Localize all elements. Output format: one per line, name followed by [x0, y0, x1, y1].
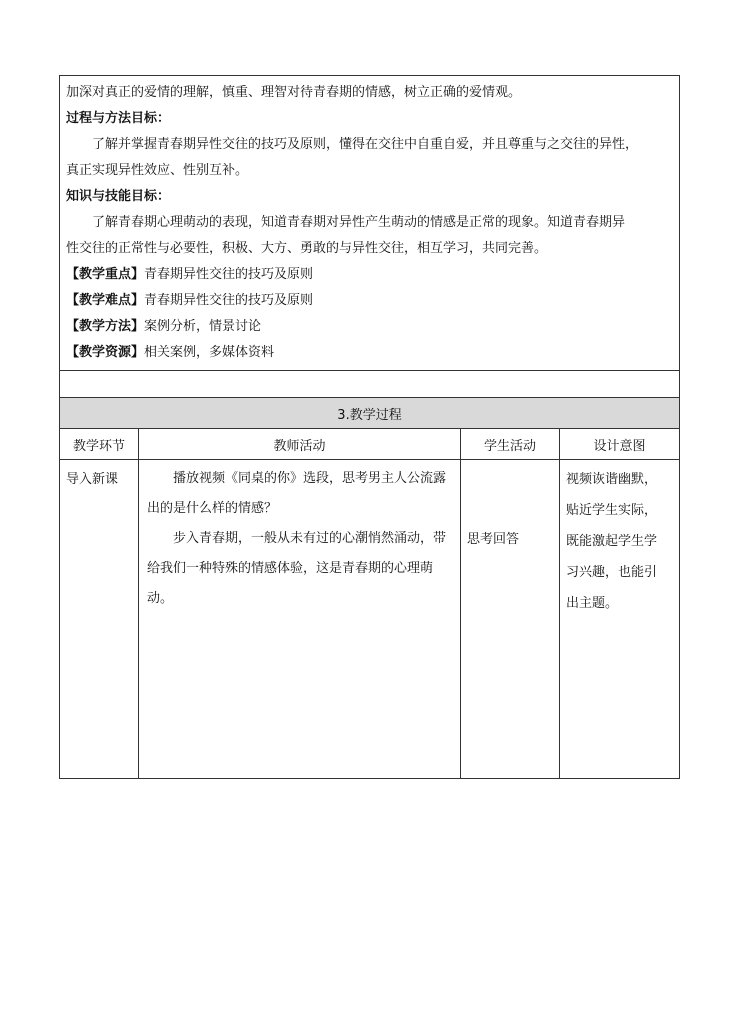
goals-row: [60, 76, 680, 371]
teacher-activity-cell: [139, 460, 461, 779]
student-activity-cell: 思考回答: [461, 460, 560, 779]
key-point-text: 青春期异性交往的技巧及原则: [144, 267, 314, 282]
method-tag: 【教学方法】: [66, 319, 145, 334]
design-line-3: 既能激起学生学: [566, 534, 658, 549]
table-row: [60, 460, 680, 779]
design-line-5: 出主题。: [566, 596, 619, 611]
knowledge-goal-title: 知识与技能目标：: [66, 189, 171, 204]
teacher-paragraph-2: 步入青春期，一般从未有过的心潮悄然涌动，带给我们一种特殊的情感体验，这是青春期的心理萌动。: [147, 531, 447, 606]
emotion-goal-text: 加深对真正的爱情的理解，慎重、理智对待青春期的情感，树立正确的爱情观。: [66, 85, 522, 100]
header-design: 设计意图: [560, 429, 680, 460]
lesson-plan-table: [59, 75, 680, 779]
difficulty-text: 青春期异性交往的技巧及原则: [144, 293, 314, 308]
design-line-1: 视频诙谐幽默，: [566, 472, 658, 487]
goals-cell: [60, 76, 680, 371]
resource-tag: 【教学资源】: [66, 345, 145, 360]
design-line-4: 习兴趣，也能引: [566, 565, 658, 580]
process-section-title: 3.教学过程: [60, 398, 680, 429]
design-intent-cell: [560, 460, 680, 779]
knowledge-goal-line1: 了解青春期心理萌动的表现，知道青春期对异性产生萌动的情感是正常的现象。知道青春期异: [92, 215, 626, 230]
header-teacher: 教师活动: [139, 429, 461, 460]
key-point-tag: 【教学重点】: [66, 267, 145, 282]
resource-text: 相关案例，多媒体资料: [144, 345, 275, 360]
empty-row: [60, 371, 680, 398]
resource-line: [66, 340, 673, 366]
process-section-header: [60, 398, 680, 429]
difficulty-tag: 【教学难点】: [66, 293, 145, 308]
difficulty-line: [66, 288, 673, 314]
empty-cell: [60, 371, 680, 398]
process-goal-title: 过程与方法目标：: [66, 111, 171, 126]
process-goal-line2: 真正实现异性效应、性别互补。: [66, 163, 249, 178]
method-line: [66, 314, 673, 340]
header-stage: 教学环节: [60, 429, 139, 460]
method-text: 案例分析，情景讨论: [144, 319, 262, 334]
teacher-paragraph-1: 播放视频《同桌的你》选段，思考男主人公流露出的是什么样的情感？: [147, 471, 447, 516]
header-student: 学生活动: [461, 429, 560, 460]
process-goal-line1: 了解并掌握青春期异性交往的技巧及原则，懂得在交往中自重自爱，并且尊重与之交往的异性，: [92, 137, 639, 152]
stage-cell: 导入新课: [60, 460, 139, 779]
key-point-line: [66, 262, 673, 288]
design-line-2: 贴近学生实际，: [566, 503, 658, 518]
column-header-row: [60, 429, 680, 460]
knowledge-goal-line2: 性交往的正常性与必要性，积极、大方、勇敢的与异性交往，相互学习，共同完善。: [66, 241, 548, 256]
